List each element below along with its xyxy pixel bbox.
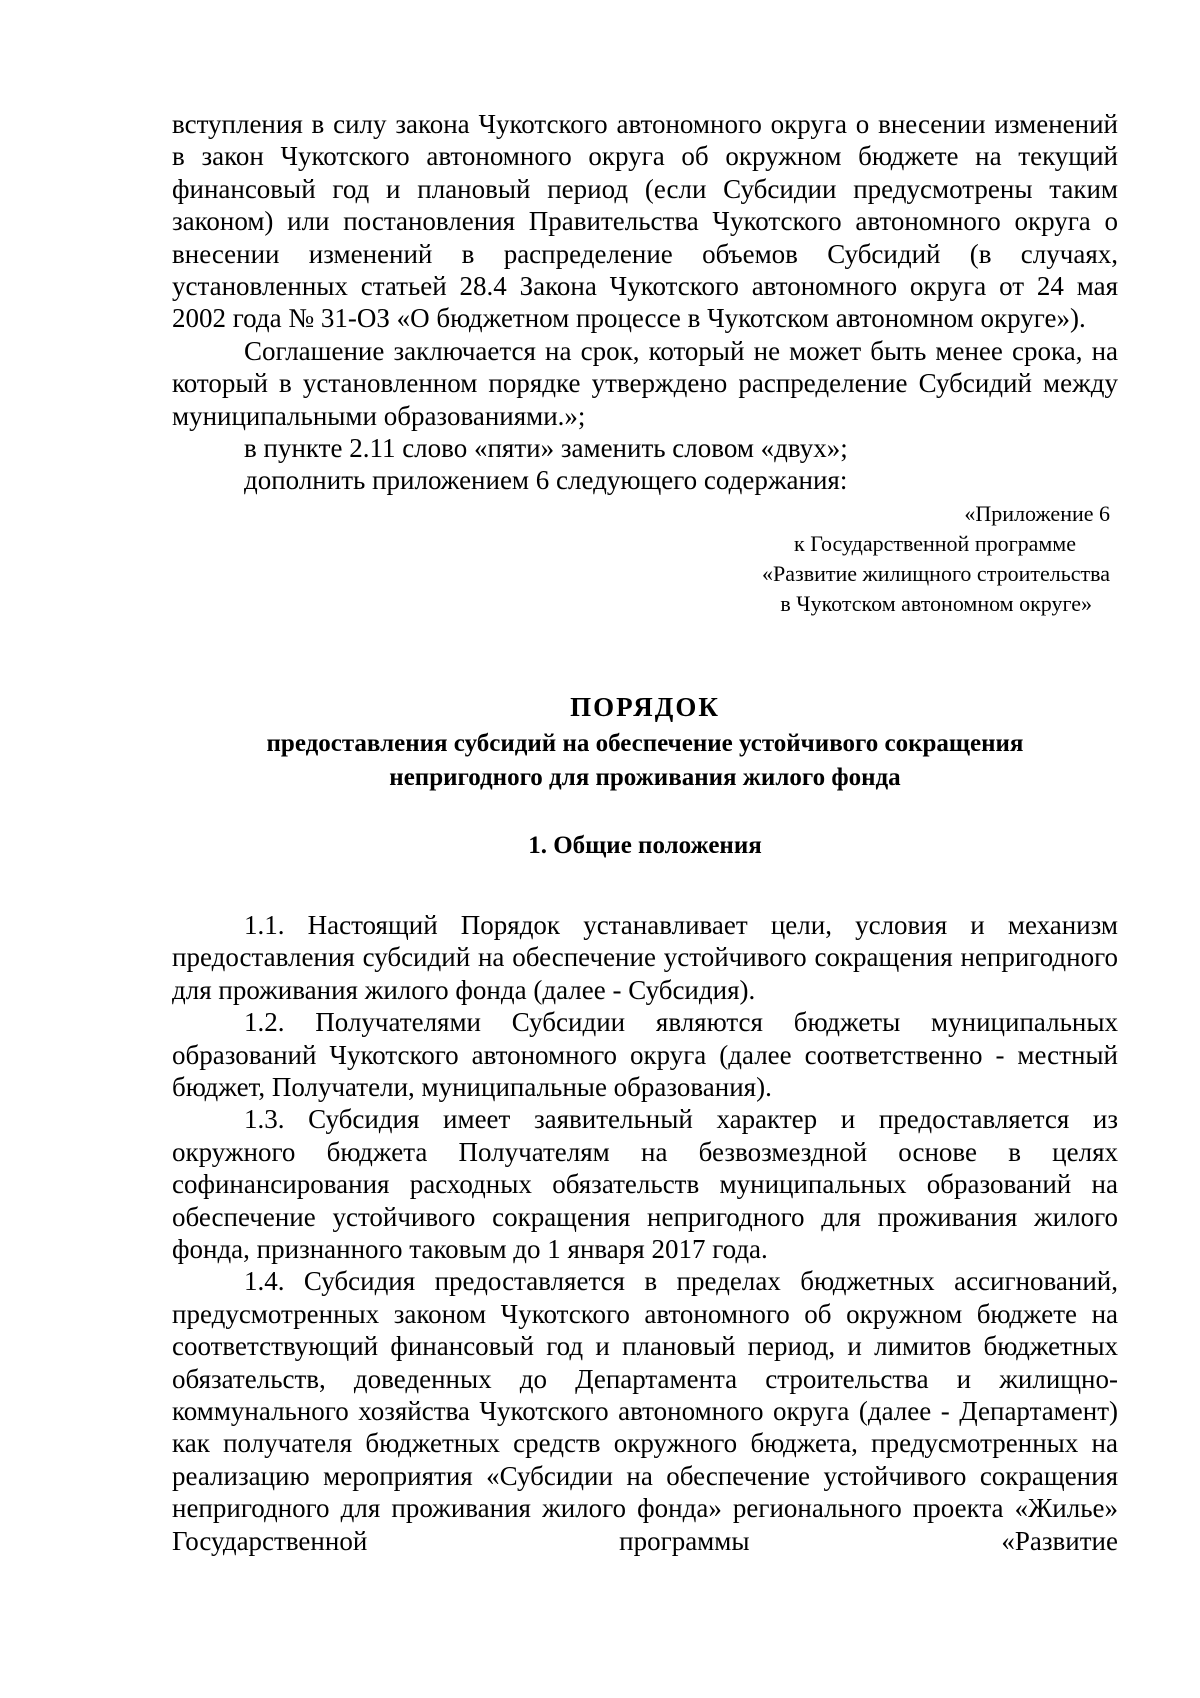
clause-1-3: 1.3. Субсидия имеет заявительный характер и предоставляется из окружного бюджета Получателям на безвозмездной основе в целях софинансирования расходных обязательств муниципальных образований на обеспечение устойчивого сокращения непригодного для проживания жилого фонда, признанного таковым до 1 января 2017 года. <box>172 1104 1118 1264</box>
appendix-caption-line: «Приложение 6 <box>964 500 1110 526</box>
document-page <box>172 108 1118 1557</box>
clause-1-4: 1.4. Субсидия предоставляется в пределах бюджетных ассигнований, предусмотренных законом Чукотского автономного об окружном бюджете на соответствующий финансовый год и плановый период, и лимитов бюджетных обязательств, доведенных до Департамента строительства и жилищно-коммунального хозяйства Чукотского автономного округа (далее - Департамент) как получателя бюджетных средств окружного бюджета, предусмотренных на реализацию мероприятия «Субсидии на обеспечение устойчивого сокращения непригодного для проживания жилого фонда» регионального проекта «Жилье» Государственной программы «Развитие <box>172 1266 1118 1556</box>
document-subtitle <box>172 727 1118 795</box>
amendment-line: в пункте 2.11 слово «пяти» заменить словом «двух»; <box>244 433 848 464</box>
appendix-caption-line: к Государственной программе <box>794 530 1076 556</box>
subtitle-line: непригодного для проживания жилого фонда <box>389 763 901 791</box>
clause-1-2: 1.2. Получателями Субсидии являются бюджеты муниципальных образований Чукотского автономного округа (далее соответственно - местный бюджет, Получатели, муниципальные образования). <box>172 1007 1118 1102</box>
intro-paragraph: вступления в силу закона Чукотского автономного округа о внесении изменений в закон Чукотского автономного округа об окружном бюджете на текущий финансовый год и плановый период (если Субсидии предусмотрены таким законом) или постановления Правительства Чукотского автономного округа о внесении изменений в распределение объемов Субсидий (в случаях, установленных статьей 28.4 Закона Чукотского автономного округа от 24 мая 2002 года № 31-ОЗ «О бюджетном процессе в Чукотском автономном округе»). <box>172 109 1118 334</box>
appendix-caption-line: «Развитие жилищного строительства <box>762 560 1110 586</box>
clause-1-1: 1.1. Настоящий Порядок устанавливает цели, условия и механизм предоставления субсидий на обеспечение устойчивого сокращения непригодного для проживания жилого фонда (далее - Субсидия). <box>172 909 1118 1005</box>
document-title: ПОРЯДОК <box>570 691 720 722</box>
appendix-caption-line: в Чукотском автономном округе» <box>780 590 1092 616</box>
subtitle-line: предоставления субсидий на обеспечение устойчивого сокращения <box>266 729 1024 757</box>
section-heading: 1. Общие положения <box>528 831 762 859</box>
appendix-caption <box>172 499 1118 619</box>
amendment-line: дополнить приложением 6 следующего содержания: <box>244 465 848 496</box>
clauses <box>172 909 1118 1557</box>
agreement-paragraph: Соглашение заключается на срок, который не может быть менее срока, на который в установленном порядке утверждено распределение Субсидий между муниципальными образованиями.»; <box>172 335 1118 431</box>
